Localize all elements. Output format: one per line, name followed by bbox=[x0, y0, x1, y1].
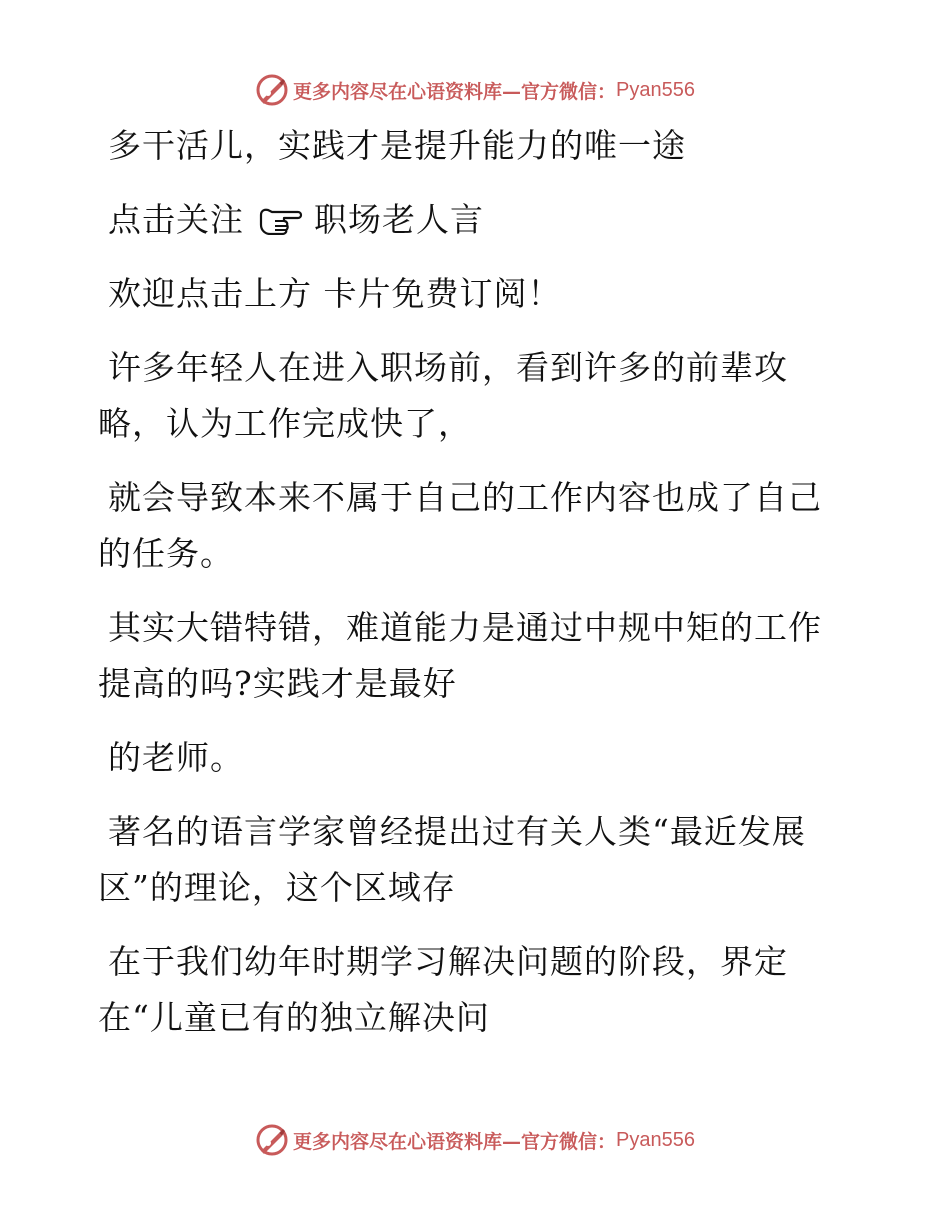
pen-logo-icon bbox=[255, 1123, 289, 1157]
banner-text: 更多内容尽在心语资料库—官方微信： bbox=[293, 80, 617, 103]
text-line: 在“儿童已有的独立解决问 bbox=[98, 998, 490, 1037]
text-line: 就会导致本来不属于自己的工作内容也成了自己 bbox=[108, 478, 822, 517]
follow-line bbox=[98, 192, 838, 248]
pointing-hand-icon bbox=[258, 205, 306, 235]
banner-text: 更多内容尽在心语资料库—官方微信： bbox=[293, 1130, 617, 1153]
paragraph bbox=[98, 118, 838, 174]
paragraph bbox=[98, 730, 838, 786]
text-line: 略，认为工作完成快了， bbox=[98, 404, 472, 443]
paragraph bbox=[98, 470, 838, 582]
document-body bbox=[98, 118, 838, 1046]
text-line: 的老师。 bbox=[108, 738, 244, 777]
text-line: 在于我们幼年时期学习解决问题的阶段，界定 bbox=[108, 942, 788, 981]
text-line: 其实大错特错，难道能力是通过中规中矩的工作 bbox=[108, 608, 822, 647]
paragraph bbox=[98, 804, 838, 916]
account-name: 职场老人言 bbox=[314, 200, 484, 239]
paragraph bbox=[98, 266, 838, 322]
banner-wechat-id: Pyan556 bbox=[616, 78, 695, 101]
banner-wechat-id: Pyan556 bbox=[616, 1128, 695, 1151]
paragraph bbox=[98, 934, 838, 1046]
text-line: 多干活儿，实践才是提升能力的唯一途 bbox=[108, 126, 686, 165]
header-watermark-banner bbox=[0, 70, 950, 110]
text-line: 许多年轻人在进入职场前，看到许多的前辈攻 bbox=[108, 348, 788, 387]
text-line: 提高的吗?实践才是最好 bbox=[98, 664, 457, 703]
pen-logo-icon bbox=[255, 73, 289, 107]
text-line: 欢迎点击上方 卡片免费订阅！ bbox=[108, 274, 562, 313]
paragraph bbox=[98, 600, 838, 712]
follow-label: 点击关注 bbox=[108, 200, 244, 239]
paragraph bbox=[98, 340, 838, 452]
footer-watermark-banner bbox=[0, 1120, 950, 1160]
text-line: 的任务。 bbox=[98, 534, 234, 573]
text-line: 著名的语言学家曾经提出过有关人类“最近发展 bbox=[108, 812, 806, 851]
text-line: 区”的理论，这个区域存 bbox=[98, 868, 456, 907]
paragraph bbox=[98, 192, 838, 248]
